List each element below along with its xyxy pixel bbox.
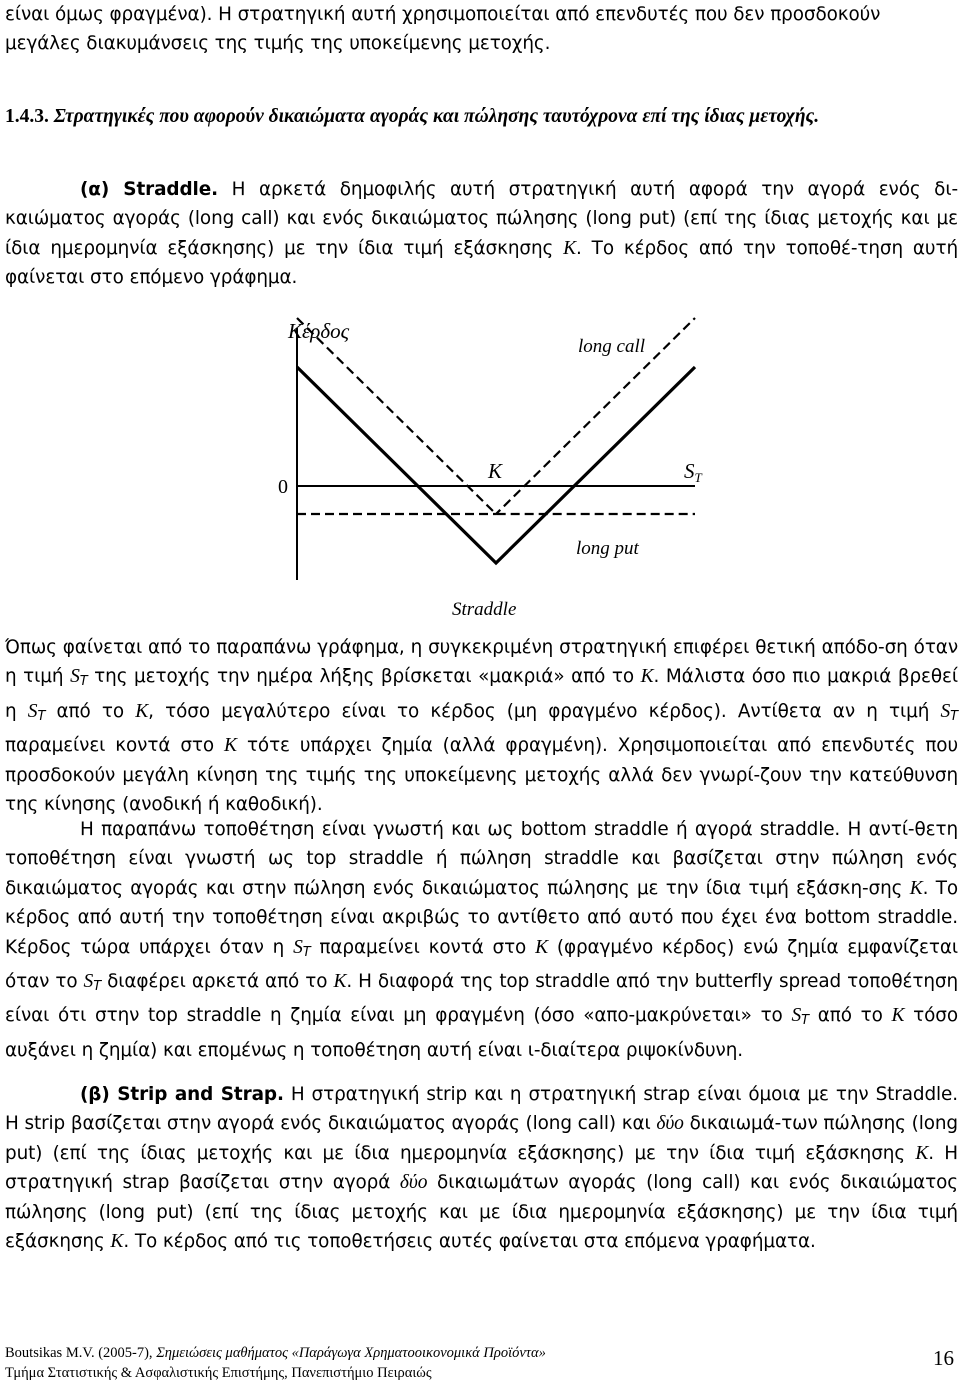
- chart-title: Straddle: [452, 599, 517, 620]
- top-straddle-paragraph: Η παραπάνω τοποθέτηση είναι γνωστή και ως bottom straddle ή αγορά straddle. Η αντί-θετη τοποθέτηση είναι γνωστή ως top straddle ή πώληση straddle και βασίζεται στην πώληση ενός δικαιώματος αγοράς και στην πώληση ενός δικαιώματος πώλησης με την ίδια τιμή εξάσκη-σης K. Το κέρδος από αυτή την τοποθέτηση είναι ακριβώς το αντίθετο από αυτό που έχει ένα bottom straddle. Κέρδος τώρα υπάρχει όταν η $S_T$ παραμείνει κοντά στο K (φραγμένο κέρδος) ενώ ζημία εμφανίζεται όταν το $S_T$ διαφέρει αρκετά από το K. Η διαφορά της top straddle από την butterfly spread τοποθέτηση είναι ότι στην top straddle η ζημία είναι μη φραγμένη (όσο «απο-μακρύνεται» το $S_T$ από το K τόσο αυξάνει η ζημία) και επομένως η τοποθέτηση αυτή είναι ι-διαίτερα ριψοκίνδυνη.: [5, 819, 959, 1061]
- x-axis-label: ST: [684, 459, 702, 485]
- page-number: 16: [933, 1346, 954, 1370]
- straddle-text-b: . Το κέρδος από την τοποθέ-τηση αυτή φαίνεται στο επόμενο γράφημα.: [5, 237, 959, 289]
- intro-text: [5, 0, 958, 59]
- straddle-text-a: Η αρκετά δημοφιλής αυτή στρατηγική αυτή αφορά την αγορά ενός δι-καιώματος αγοράς (long call) και ενός δικαιώματος πώλησης (long put) (επί της ίδιας μετοχής και με ίδια ημερομηνία εξάσκησης) με την ίδια τιμή εξάσκησης: [5, 179, 958, 259]
- footer-citation: Boutsikas M.V. (2005-7), Σημειώσεις μαθήματος «Παράγωγα Χρηματοοικονομικά Προϊόντα»: [5, 1345, 546, 1361]
- section-heading: [5, 102, 958, 131]
- straddle-chart: [250, 300, 710, 630]
- strike-label: K: [488, 459, 503, 483]
- intro-line-2: μεγάλες διακυμάνσεις της τιμής της υποκείμενης μετοχής.: [5, 33, 551, 55]
- strip-label: (β) Strip and Strap.: [80, 1084, 284, 1105]
- straddle-label: (α) Straddle.: [80, 179, 219, 200]
- strike-k: K: [563, 237, 577, 259]
- section-title: Στρατηγικές που αφορούν δικαιώματα αγοράς και πώλησης ταυτόχρονα επί της ίδιας μετοχής.: [53, 106, 820, 127]
- y-axis-label: Κέρδος: [288, 319, 350, 343]
- footer-department: Τμήμα Στατιστικής & Ασφαλιστικής Επιστήμης, Πανεπιστήμιο Πειραιώς: [5, 1365, 432, 1381]
- intro-line-1: είναι όμως φραγμένα). Η στρατηγική αυτή χρησιμοποιείται από επενδυτές που δεν προσδοκούν: [5, 4, 881, 25]
- label-long-call: long call: [578, 336, 646, 357]
- section-number: 1.4.3.: [5, 106, 49, 127]
- label-long-put: long put: [576, 538, 639, 559]
- origin-label: 0: [278, 476, 288, 498]
- straddle-paragraph: [5, 175, 958, 293]
- strip-strap-paragraph: (β) Strip and Strap. Η στρατηγική strip και η στρατηγική strap είναι όμοια με την Straddle. Η strip βασίζεται στην αγορά ενός δικαιώματος αγοράς (long call) και δύο δικαιωμά-των πώλησης (long put) (επί της ίδιας μετοχής και με ίδια ημερομηνία εξάσκησης) με την ίδια τιμή εξάσκησης K. Η στρατηγική strap βασίζεται στην αγορά δύο δικαιωμάτων αγοράς (long call) και ενός δικαιώματος πώλησης (long put) (επί της ίδιας μετοχής και με ίδια ημερομηνία εξάσκησης) με την ίδια τιμή εξάσκησης K. Το κέρδος από τις τοποθετήσεις αυτές φαίνεται στα επόμενα γραφήματα.: [5, 1084, 958, 1253]
- interpretation-paragraph: Όπως φαίνεται από το παραπάνω γράφημα, η συγκεκριμένη στρατηγική επιφέρει θετική απόδο-ση όταν η τιμή $S_T$ της μετοχής την ημέρα λήξης βρίσκεται «μακριά» από το K. Μάλιστα όσο πιο μακριά βρεθεί η $S_T$ από το K, τόσο μεγαλύτερο είναι το κέρδος (μη φραγμένο κέρδος). Αντίθετα αν η τιμή $S_T$ παραμείνει κοντά στο K τότε υπάρχει ζημία (αλλά φραγμένη). Χρησιμοποιείται από επενδυτές που προσδοκούν μεγάλη κίνηση της τιμής της υποκείμενης μετοχής αλλά δεν γνωρί-ζουν την κατεύθυνση της κίνησης (ανοδική ή καθοδική).: [5, 637, 958, 816]
